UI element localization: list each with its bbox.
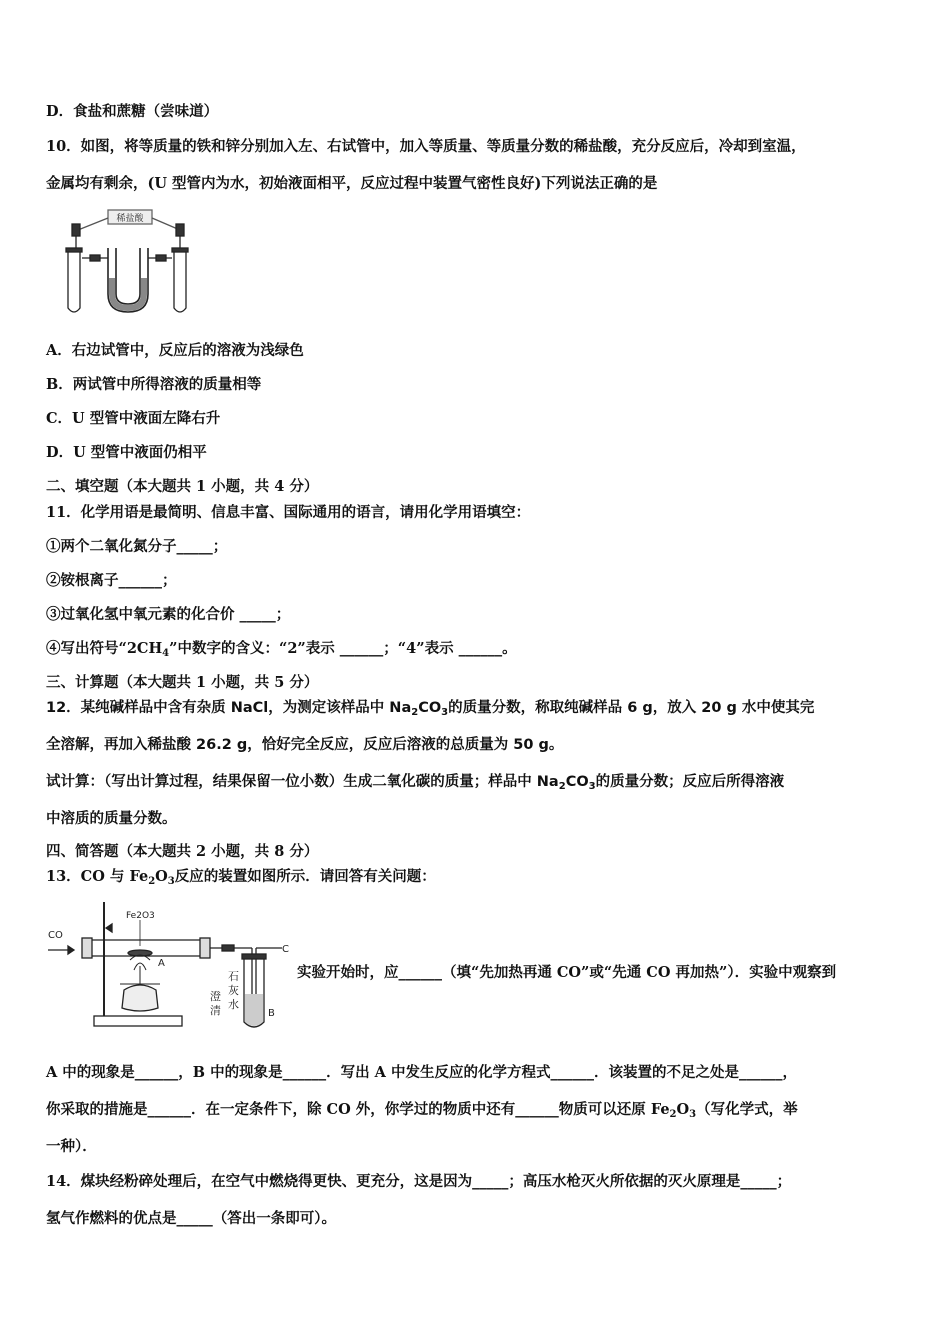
- q10-stem-line2: 金属均有剩余，(U 型管内为水，初始液面相平，反应过程中装置气密性良好)下列说法正确的是: [46, 175, 658, 192]
- q10-apparatus-figure: [56, 208, 196, 320]
- co-label: CO: [48, 930, 63, 941]
- q10-option-a: A．右边试管中，反应后的溶液为浅绿色: [46, 342, 304, 359]
- q11-stem: 11．化学用语是最简明、信息丰富、国际通用的语言，请用化学用语填空：: [46, 504, 531, 521]
- q13-line2: A 中的现象是______，B 中的现象是______．写出 A 中发生反应的化学方程式______．该装置的不足之处是______，: [46, 1064, 797, 1081]
- right-test-tube: [174, 250, 186, 312]
- limewater-char-3: 石: [228, 970, 239, 983]
- q12-line3: 试计算：（写出计算过程，结果保留一位小数）生成二氧化碳的质量；样品中 $Na_2CO_3$的质量分数；反应后所得溶液: [46, 774, 785, 792]
- section-fill-in-heading: 二、填空题（本大题共 1 小题，共 4 分）: [46, 478, 319, 495]
- q12-line1: 12．某纯碱样品中含有杂质 NaCl，为测定该样品中 $Na_2CO_3$的质量分数，称取纯碱样品 6 g，放入 20 g 水中使其完: [46, 700, 815, 718]
- q9-option-d: D．食盐和蔗糖（尝味道）: [46, 103, 219, 120]
- q10-option-b: B．两试管中所得溶液的质量相等: [46, 376, 262, 393]
- q13-side-text: 实验开始时，应______（填“先加热再通 CO”或“先通 CO 再加热”）．实验中观察到: [297, 964, 837, 981]
- q14-line1: 14．煤块经粉碎处理后，在空气中燃烧得更快、更充分，这是因为_____；高压水枪灭火所依据的灭火原理是_____；: [46, 1173, 792, 1190]
- left-test-tube: [68, 250, 80, 312]
- q14-line2: 氢气作燃料的优点是_____（答出一条即可）。: [46, 1210, 336, 1227]
- q13-stem: 13．CO 与 $Fe_2O_3$反应的装置如图所示．请回答有关问题：: [46, 868, 436, 887]
- q11-item-4: ④写出符号“$2CH_4$”中数字的含义：“2”表示 ______；“4”表示 ______。: [46, 640, 517, 659]
- q13-line3: 你采取的措施是______．在一定条件下，除 CO 外，你学过的物质中还有______物质可以还原 $Fe_2O_3$（写化学式，举: [46, 1101, 798, 1120]
- right-dropper: [176, 224, 184, 236]
- label-c: C: [282, 944, 289, 955]
- section-calculation-heading: 三、计算题（本大题共 1 小题，共 5 分）: [46, 674, 319, 691]
- fe2o3-label: Fe2O3: [126, 911, 155, 921]
- q10-option-c: C．U 型管中液面左降右升: [46, 410, 221, 427]
- alcohol-lamp: [122, 985, 158, 1011]
- stand-base: [94, 1016, 182, 1026]
- limewater-char-2: 清: [210, 1004, 221, 1017]
- q12-line4: 中溶质的质量分数。: [46, 811, 177, 827]
- q10-option-d: D．U 型管中液面仍相平: [46, 444, 207, 461]
- limewater-char-1: 澄: [210, 990, 221, 1003]
- q12-line2: 全溶解，再加入稀盐酸 26.2 g，恰好完全反应，反应后溶液的总质量为 50 g。: [46, 737, 564, 753]
- limewater-char-5: 水: [228, 998, 239, 1011]
- label-b: B: [268, 1008, 275, 1019]
- acid-label: 稀盐酸: [116, 214, 144, 224]
- q11-item-1: ①两个二氧化氮分子_____；: [46, 538, 228, 555]
- label-a: A: [158, 958, 165, 969]
- q13-apparatus-figure: [46, 898, 294, 1038]
- limewater-char-4: 灰: [228, 984, 239, 997]
- q13-line4: 一种）．: [46, 1138, 97, 1155]
- q10-stem-line1: 10．如图，将等质量的铁和锌分别加入左、右试管中，加入等质量、等质量分数的稀盐酸，充分反应后，冷却到室温，: [46, 138, 806, 155]
- left-dropper: [72, 224, 80, 236]
- section-short-answer-heading: 四、简答题（本大题共 2 小题，共 8 分）: [46, 843, 319, 860]
- q11-item-2: ②铵根离子______；: [46, 572, 177, 589]
- q11-item-3: ③过氧化氢中氧元素的化合价 _____；: [46, 606, 291, 623]
